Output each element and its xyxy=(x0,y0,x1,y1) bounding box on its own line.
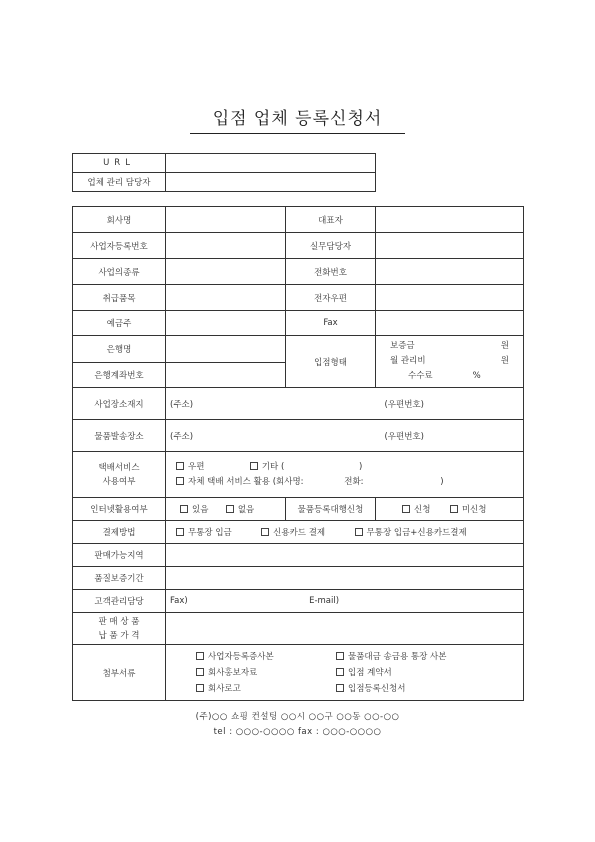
depositor-label: 예금주 xyxy=(73,311,166,336)
ship-hint: (주소) xyxy=(170,431,194,442)
delivery-label-line1: 택배서비스 xyxy=(98,462,140,473)
warranty-label: 품질보증기간 xyxy=(73,567,166,590)
payment-label: 결제방법 xyxy=(73,521,166,544)
delivery-phone-label: 전화: xyxy=(344,476,364,487)
application-table xyxy=(72,206,524,701)
attach-1-checkbox[interactable] xyxy=(196,652,204,660)
monthly-fee-unit: 원 xyxy=(500,356,509,366)
address-field[interactable] xyxy=(166,388,524,420)
attach-4-checkbox[interactable] xyxy=(336,668,344,676)
cs-fax-label: Fax) xyxy=(170,596,188,606)
attach-1-label: 사업자등록증사본 xyxy=(208,651,274,662)
monthly-fee-label: 월 관리비 xyxy=(390,356,426,366)
entry-form-label: 입점형태 xyxy=(286,336,376,388)
cs-field[interactable] xyxy=(166,590,524,613)
items-label: 취급품목 xyxy=(73,285,166,311)
delivery-other-label: 기타 ( xyxy=(261,461,285,472)
account-label: 은행계좌번호 xyxy=(73,362,166,388)
sales-area-label: 판매가능지역 xyxy=(73,544,166,567)
delivery-self-checkbox[interactable] xyxy=(176,477,184,485)
delivery-post-checkbox[interactable] xyxy=(176,462,184,470)
attach-5-checkbox[interactable] xyxy=(196,684,204,692)
price-label-line1: 판 매 상 품 xyxy=(98,616,140,627)
proxy-options xyxy=(376,498,524,521)
delivery-post-label: 우편 xyxy=(188,461,205,472)
company-name-label: 회사명 xyxy=(73,207,166,233)
manager-field[interactable] xyxy=(166,173,376,192)
ship-zip-hint: (우편번호) xyxy=(384,431,424,442)
commission-label: 수수료 xyxy=(408,371,433,381)
entry-form-field xyxy=(376,336,524,388)
price-field[interactable] xyxy=(166,613,524,645)
pay-card-checkbox[interactable] xyxy=(261,528,269,536)
fax-field[interactable] xyxy=(376,311,524,336)
ship-label: 물품발송장소 xyxy=(73,420,166,452)
attach-4-label: 입점 계약서 xyxy=(348,667,392,678)
pay-both-label: 무통장 입금+신용카드결제 xyxy=(366,528,467,538)
delivery-self-close: ) xyxy=(440,476,444,487)
pay-bank-label: 무통장 입금 xyxy=(188,528,232,538)
footer-contact: tel : ○○○-○○○○ fax : ○○○-○○○○ xyxy=(213,727,382,737)
items-field[interactable] xyxy=(166,285,286,311)
sales-area-field[interactable] xyxy=(166,544,524,567)
delivery-other-checkbox[interactable] xyxy=(250,462,258,470)
email-label: 전자우편 xyxy=(286,285,376,311)
internet-yes-checkbox[interactable] xyxy=(180,505,188,513)
account-field[interactable] xyxy=(166,362,286,388)
internet-label: 인터넷활용여부 xyxy=(73,498,166,521)
address-hint: (주소) xyxy=(170,399,194,410)
proxy-none-label: 미신청 xyxy=(461,505,487,515)
payment-options xyxy=(166,521,524,544)
address-zip-hint: (우편번호) xyxy=(384,399,424,410)
delivery-options xyxy=(166,452,524,498)
depositor-field[interactable] xyxy=(166,311,286,336)
url-field[interactable] xyxy=(166,154,376,173)
manager-label: 업체 관리 담당자 xyxy=(73,173,166,192)
pay-card-label: 신용카드 결제 xyxy=(273,528,326,538)
proxy-apply-checkbox[interactable] xyxy=(402,505,410,513)
page-title: 입점 업체 등록신청서 xyxy=(190,104,405,134)
cs-email-label: E-mail) xyxy=(309,596,340,606)
attach-6-checkbox[interactable] xyxy=(336,684,344,692)
delivery-other-close: ) xyxy=(359,461,363,472)
delivery-label xyxy=(73,452,166,498)
email-field[interactable] xyxy=(376,285,524,311)
fax-label: Fax xyxy=(286,311,376,336)
biz-type-label: 사업의종류 xyxy=(73,259,166,285)
internet-options xyxy=(166,498,286,521)
staff-field[interactable] xyxy=(376,233,524,259)
internet-no-checkbox[interactable] xyxy=(226,505,234,513)
pay-both-checkbox[interactable] xyxy=(355,528,363,536)
commission-unit: % xyxy=(472,371,481,381)
ceo-field[interactable] xyxy=(376,207,524,233)
pay-bank-checkbox[interactable] xyxy=(176,528,184,536)
biz-reg-no-label: 사업자등록번호 xyxy=(73,233,166,259)
delivery-label-line2: 사용여부 xyxy=(102,476,136,487)
proxy-none-checkbox[interactable] xyxy=(450,505,458,513)
attach-3-label: 회사홍보자료 xyxy=(208,667,258,678)
attach-2-checkbox[interactable] xyxy=(336,652,344,660)
attach-options xyxy=(166,645,524,701)
attach-5-label: 회사로고 xyxy=(208,683,241,694)
price-label xyxy=(73,613,166,645)
attach-6-label: 입점등록신청서 xyxy=(348,683,406,694)
proxy-apply-label: 신청 xyxy=(414,505,431,515)
deposit-unit: 원 xyxy=(500,341,509,351)
internet-no-label: 없음 xyxy=(237,505,255,515)
biz-reg-no-field[interactable] xyxy=(166,233,286,259)
staff-label: 실무담당자 xyxy=(286,233,376,259)
footer-company: (주)○○ 쇼핑 컨설팅 ○○시 ○○구 ○○동 ○○-○○ xyxy=(195,712,400,722)
cs-label: 고객관리담당 xyxy=(73,590,166,613)
phone-field[interactable] xyxy=(376,259,524,285)
attach-label: 첨부서류 xyxy=(73,645,166,701)
deposit-label: 보증금 xyxy=(390,341,415,351)
phone-label: 전화번호 xyxy=(286,259,376,285)
ceo-label: 대표자 xyxy=(286,207,376,233)
internet-yes-label: 있음 xyxy=(192,505,209,515)
url-label: URL xyxy=(73,154,166,173)
delivery-self-label: 자체 택배 서비스 활용 (회사명: xyxy=(188,476,304,487)
company-name-field[interactable] xyxy=(166,207,286,233)
biz-type-field[interactable] xyxy=(166,259,286,285)
price-label-line2: 납 품 가 격 xyxy=(98,630,140,641)
address-label: 사업장소재지 xyxy=(73,388,166,420)
contact-table xyxy=(72,153,376,192)
attach-3-checkbox[interactable] xyxy=(196,668,204,676)
ship-field[interactable] xyxy=(166,420,524,452)
bank-label: 은행명 xyxy=(73,336,166,363)
bank-field[interactable] xyxy=(166,336,286,363)
proxy-label: 물품등록대행신청 xyxy=(286,498,376,521)
warranty-field[interactable] xyxy=(166,567,524,590)
attach-2-label: 물품대금 송금용 통장 사본 xyxy=(348,651,447,662)
